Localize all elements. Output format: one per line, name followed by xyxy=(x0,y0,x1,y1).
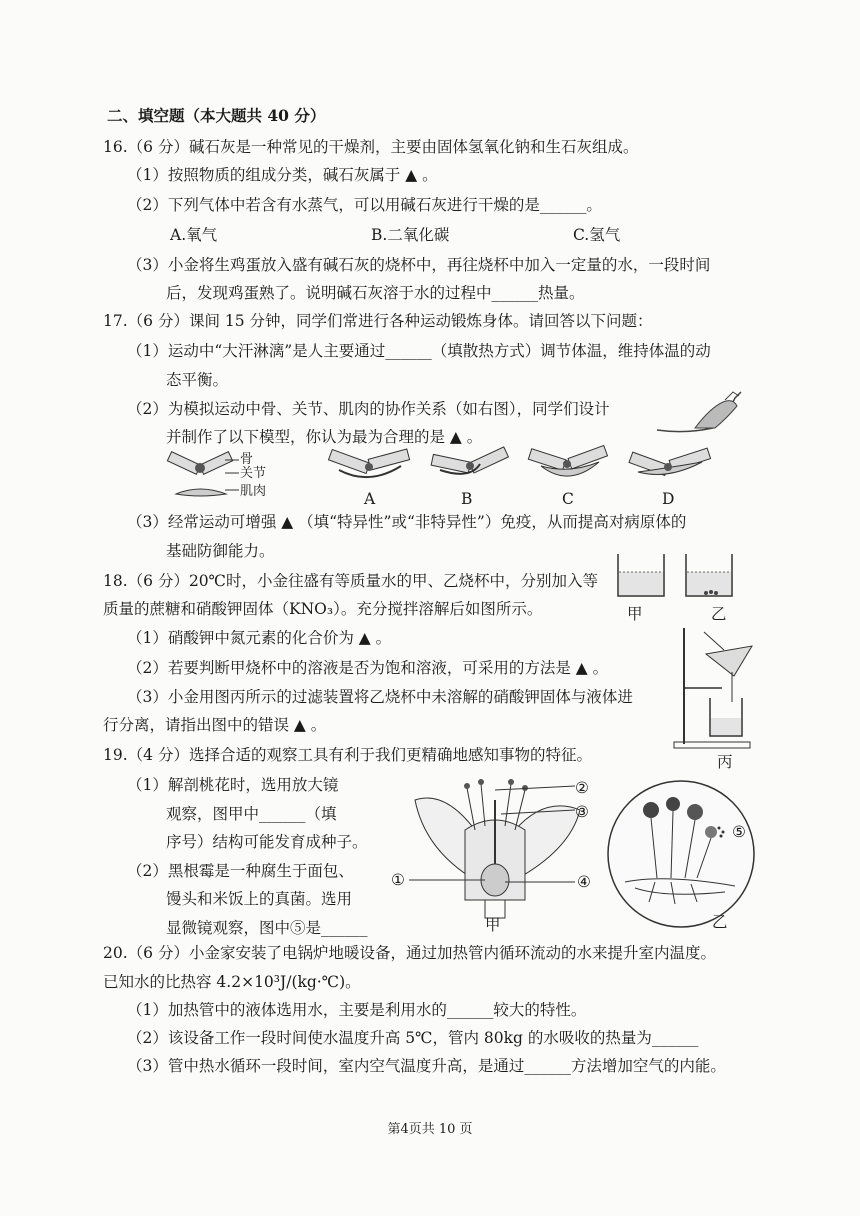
flower-marker-1: ① xyxy=(391,871,405,889)
flower-marker-3: ③ xyxy=(575,803,589,821)
model-b-figure xyxy=(430,450,515,490)
q16-part2: （2）下列气体中若含有水蒸气，可以用碱石灰进行干燥的是______。 xyxy=(127,196,602,214)
q20-part3: （3）管中热水循环一段时间，室内空气温度升高，是通过______方法增加空气的内能。 xyxy=(127,1057,726,1075)
flower-marker-4: ④ xyxy=(577,873,591,891)
apparatus-label-bing: 丙 xyxy=(717,753,733,771)
q20-part1: （1）加热管中的液体选用水，主要是利用水的______较大的特性。 xyxy=(127,1001,587,1019)
model-a-figure xyxy=(325,450,415,490)
q16-part3-line1: （3）小金将生鸡蛋放入盛有碱石灰的烧杯中，再往烧杯中加入一定量的水，一段时间 xyxy=(127,256,711,274)
q17-part1-line2: 态平衡。 xyxy=(166,371,229,389)
arm-muscle-sketch xyxy=(655,388,745,438)
model-label-d: D xyxy=(662,490,675,508)
q19-part2-line2: 馒头和米饭上的真菌。选用 xyxy=(166,890,353,908)
legend-bone: 骨 xyxy=(240,452,254,467)
peach-flower-figure xyxy=(405,770,585,920)
q16-part3-line2: 后，发现鸡蛋熟了。说明碱石灰溶于水的过程中______热量。 xyxy=(166,284,585,302)
q16-part1: （1）按照物质的组成分类，碱石灰属于 ▲ 。 xyxy=(127,166,438,184)
legend-joint: 关节 xyxy=(240,466,267,481)
beaker-label-jia: 甲 xyxy=(627,605,643,623)
q19-part2-line1: （2）黑根霉是一种腐生于面包、 xyxy=(127,862,354,880)
q20-stem-line1: 20.（6 分）小金家安装了电锅炉地暖设备，通过加热管内循环流动的水来提升室内温度。 xyxy=(103,944,716,962)
q19-stem: 19.（4 分）选择合适的观察工具有利于我们更精确地感知事物的特征。 xyxy=(103,746,592,764)
mold-label-yi: 乙 xyxy=(712,913,728,931)
page-number: 第4页共 10 页 xyxy=(387,1122,473,1137)
section-title: 二、填空题（本大题共 40 分） xyxy=(107,106,326,125)
beaker-label-yi: 乙 xyxy=(711,605,727,623)
q17-part2-line1: （2）为模拟运动中骨、关节、肌肉的协作关系（如右图），同学们设计 xyxy=(127,400,610,418)
flower-marker-2: ② xyxy=(575,779,589,797)
q19-part1-line1: （1）解剖桃花时，选用放大镜 xyxy=(127,776,339,794)
q16-option-b: B.二氧化碳 xyxy=(371,226,450,244)
q20-stem-line2: 已知水的比热容 4.2×10³J/(kg·℃)。 xyxy=(103,973,361,991)
beakers-figure xyxy=(612,550,742,602)
q18-stem-line1: 18.（6 分）20℃时，小金往盛有等质量水的甲、乙烧杯中，分别加入等 xyxy=(103,572,599,590)
q16-option-a: A.氧气 xyxy=(170,226,218,244)
q18-part3-line2: 行分离，请指出图中的错误 ▲ 。 xyxy=(103,716,327,734)
model-label-c: C xyxy=(562,490,574,508)
model-d-figure xyxy=(628,450,718,490)
model-label-a: A xyxy=(364,490,376,508)
q17-part2-line2: 并制作了以下模型，你认为最为合理的是 ▲ 。 xyxy=(166,428,483,446)
q19-part1-line2: 观察，图甲中______（填 xyxy=(166,805,337,823)
q19-part1-line3: 序号）结构可能发育成种子。 xyxy=(166,833,368,851)
bread-mold-figure xyxy=(605,778,757,930)
legend-muscle: 肌肉 xyxy=(240,484,267,499)
q17-part1-line1: （1）运动中“大汗淋漓”是人主要通过______（填散热方式）调节体温，维持体温的动 xyxy=(127,342,711,360)
q16-stem: 16.（6 分）碱石灰是一种常见的干燥剂，主要由固体氢氧化钠和生石灰组成。 xyxy=(103,138,639,156)
q17-part3-line2: 基础防御能力。 xyxy=(166,542,275,560)
filtration-apparatus-figure xyxy=(672,626,767,756)
q17-stem: 17.（6 分）课间 15 分钟，同学们常进行各种运动锻炼身体。请回答以下问题： xyxy=(103,312,653,330)
flower-label-jia: 甲 xyxy=(485,916,501,934)
q18-stem-line2: 质量的蔗糖和硝酸钾固体（KNO₃）。充分搅拌溶解后如图所示。 xyxy=(103,600,543,618)
mold-marker-5: ⑤ xyxy=(732,823,746,841)
q16-option-c: C.氢气 xyxy=(573,226,621,244)
q17-part3-line1: （3）经常运动可增强 ▲ （填“特异性”或“非特异性”）免疫，从而提高对病原体的 xyxy=(127,513,687,531)
model-c-figure xyxy=(527,448,612,490)
q18-part3-line1: （3）小金用图丙所示的过滤装置将乙烧杯中未溶解的硝酸钾固体与液体进 xyxy=(127,688,633,706)
q19-part2-line3: 显微镜观察，图中⑤是______ xyxy=(166,919,368,937)
q20-part2: （2）该设备工作一段时间使水温度升高 5℃，管内 80kg 的水吸收的热量为______ xyxy=(127,1029,699,1047)
q18-part1: （1）硝酸钾中氮元素的化合价为 ▲ 。 xyxy=(127,629,392,647)
model-label-b: B xyxy=(461,490,473,508)
q18-part2: （2）若要判断甲烧杯中的溶液是否为饱和溶液，可采用的方法是 ▲ 。 xyxy=(127,659,609,677)
